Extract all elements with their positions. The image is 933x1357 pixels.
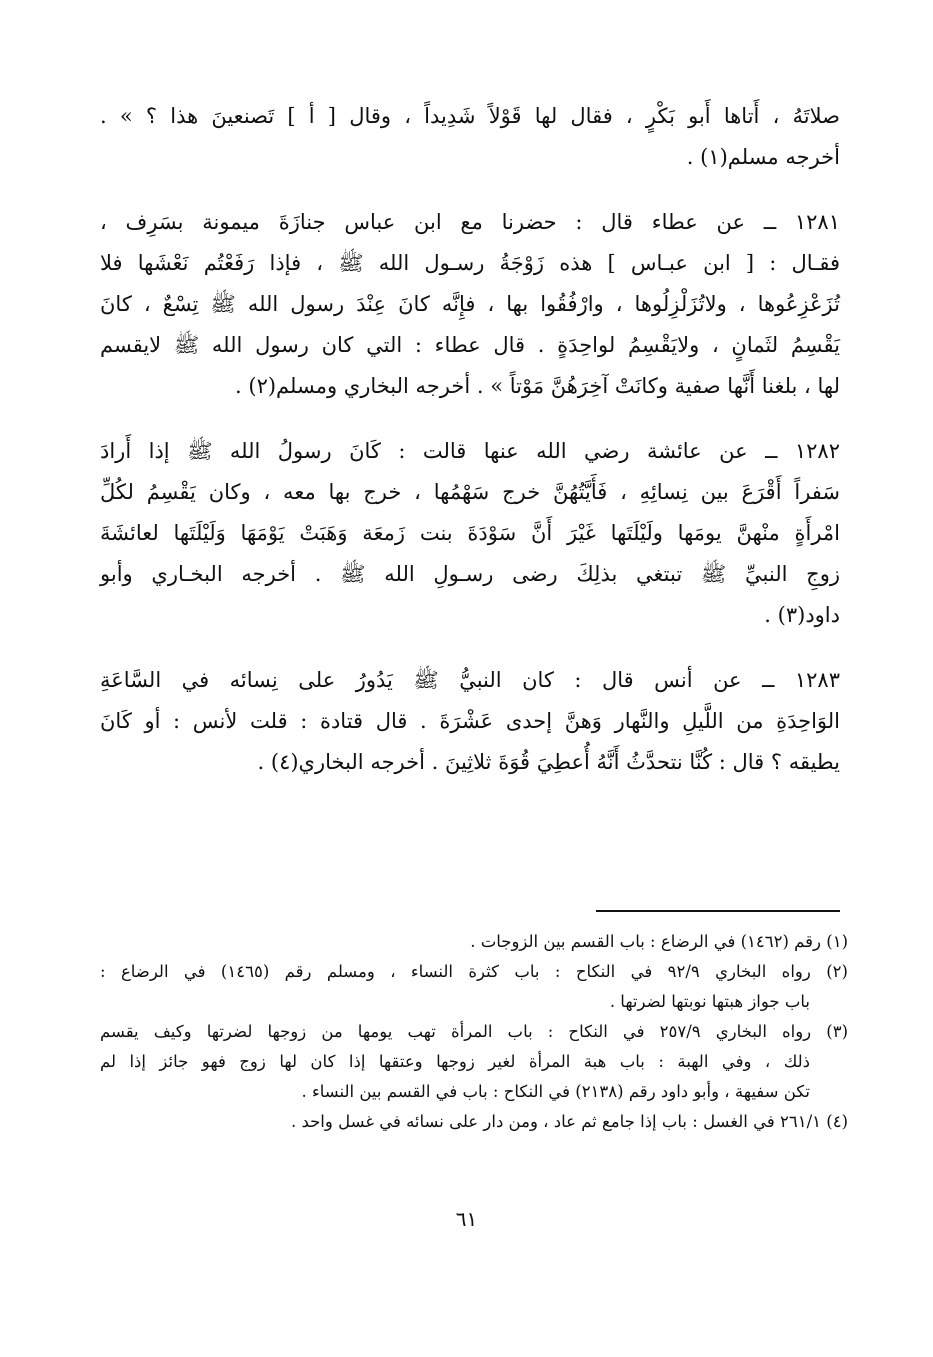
footnotes (100, 927, 848, 1137)
footnote-separator (596, 910, 840, 912)
footnote-3 (100, 1017, 848, 1107)
footnote-line: تكن سفيهة ، وأبو داود رقم (٢١٣٨) في النكاح : باب في القسم بين النساء . (301, 1082, 810, 1101)
text-line: ١٢٨١ ــ عن عطاء قال : حضرنا مع ابن عباس جنازَةَ ميمونة بسَرِف ، (100, 210, 840, 234)
footnote-1 (100, 927, 848, 957)
text-line: يَقْسِمُ لثَمانٍ ، ولايَقْسِمُ لواحِدَةٍ . قال عطاء : التي كان رسول الله ﷺ لايقسم (100, 333, 840, 357)
footnote-line: (٤) ٢٦١/١ في الغسل : باب إذا جامع ثم عاد ، ومن دار على نسائه في غسل واحد . (290, 1112, 848, 1131)
hadith-1283 (100, 660, 840, 783)
text-line: داود(٣) . (764, 603, 840, 627)
text-line: تُزَعْزِعُوها ، ولاتُزَلْزِلُوها ، وارْفُقُوا بها ، فإِنَّه كانَ عِنْدَ رسول الله ﷺ تِسْعٌ ، كانَ (100, 292, 840, 316)
page-number: ٦١ (455, 1207, 478, 1231)
text-line: امْرأَةٍ منْهنَّ يومَها ولَيْلَتَها غَيْرَ أَنَّ سَوْدَةَ بنت زَمعَة وَهَبَتْ يَوْمَهَا وَلَيْلَتَها لعائشَةَ (100, 521, 840, 545)
text-line: زوجِ النبيِّ ﷺ تبتغي بذلِكَ رضى رسـولِ الله ﷺ . أخرجه البخـاري وأبو (100, 562, 840, 586)
text-line: لها ، بلغنا أَنَّها صفية وكانَتْ آخِرَهُنَّ مَوْتاً » . أخرجه البخاري ومسلم(٢) . (235, 374, 840, 398)
text-line: أخرجه مسلم(١) . (686, 145, 840, 169)
text-line: ١٢٨٣ ــ عن أنس قال : كان النبيُّ ﷺ يَدُورُ على نِسائه في السَّاعَةِ (100, 668, 840, 692)
paragraph-continuation (100, 96, 840, 178)
footnote-line: باب جواز هبتها نوبتها لضرتها . (609, 992, 810, 1011)
text-line: صلاتَهُ ، أَتاها أَبو بَكْرٍ ، فقال لها قَوْلاً شَدِيداً ، وقال [ أ ] تَصنعينَ هذا ؟ » . (100, 104, 840, 128)
text-line: يطيقه ؟ قال : كُنَّا نتحدَّثُ أَنَّهُ أُعطِيَ قُوَةَ ثلاثِينَ . أخرجه البخاري(٤) . (257, 750, 840, 774)
footnote-line: (٢) رواه البخاري ٩٢/٩ في النكاح : باب كثرة النساء ، ومسلم رقم (١٤٦٥) في الرضاع : (100, 962, 848, 981)
footnote-line: (٣) رواه البخاري ٢٥٧/٩ في النكاح : باب المرأة تهب يومها من زوجها لضرتها وكيف يقسم (100, 1022, 848, 1041)
footnote-line: ذلك ، وفي الهبة : باب هبة المرأة لغير زوجها وعتقها إذا كان لها زوج فهو جائز إذا لم (100, 1052, 810, 1071)
hadith-1282 (100, 431, 840, 636)
text-line: فقـال : [ ابن عبـاس ] هذه زَوْجَةُ رسـول الله ﷺ ، فإذا رَفَعْتُم نَعْشَها فلا (100, 251, 840, 275)
main-text (100, 96, 840, 783)
footnote-4 (100, 1107, 848, 1137)
text-line: سَفراً أَقْرَعَ بين نِسائِهِ ، فَأَيَّتُهُنَّ خرج سَهْمُها ، خرج بها معه ، وكان يَقْسِمُ لكُلِّ (100, 480, 840, 504)
footnote-line: (١) رقم (١٤٦٢) في الرضاع : باب القسم بين الزوجات . (470, 932, 848, 951)
text-line: ١٢٨٢ ــ عن عائشة رضي الله عنها قالت : كَانَ رسولُ الله ﷺ إذا أَرادَ (100, 439, 840, 463)
text-line: الوَاحِدَةِ من اللَّيلِ والنَّهار وَهنَّ إحدى عَشْرَةَ . قال قتادة : قلت لأنس : أو كَانَ (100, 709, 840, 733)
footnote-2 (100, 957, 848, 1017)
hadith-1281 (100, 202, 840, 407)
